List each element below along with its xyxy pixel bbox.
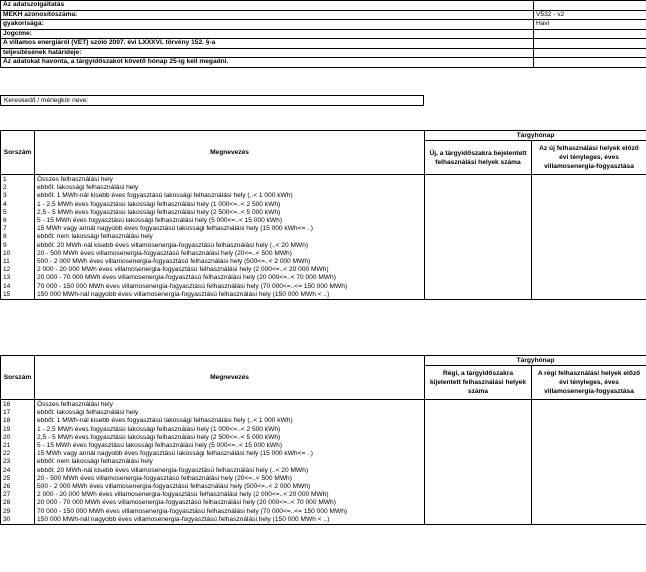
table-row	[1, 274, 646, 282]
col-old-sites-consumption-header: A régi felhasználási helyek előző évi tényleges, éves villamosenergia-fogyasztása	[532, 366, 646, 400]
value-cell-count[interactable]	[425, 491, 532, 499]
value-cell-consumption[interactable]	[532, 450, 646, 458]
row-number: 19	[1, 426, 35, 434]
row-label: 150 000 MWh-nál nagyobb éves villamosenergia-fogyasztású felhasználási hely (150 000 MWh < ..)	[35, 291, 425, 300]
row-label: 500 - 2 000 MWh éves villamosenergia-fogyasztású felhasználási hely (500<=..< 2 000 MWh)	[35, 258, 425, 266]
row-number: 24	[1, 467, 35, 475]
header-info-row	[1, 20, 646, 30]
table-row	[1, 426, 646, 434]
value-cell-count[interactable]	[425, 409, 532, 417]
row-label: 2,5 - 5 MWh éves fogyasztású lakossági felhasználási hely (2 500<=..< 5 000 kWh)	[35, 209, 425, 217]
value-cell-count[interactable]	[425, 400, 532, 410]
table-row	[1, 184, 646, 192]
col-megnevezes-header: Megnevezés	[35, 131, 425, 175]
value-cell-count[interactable]	[425, 258, 532, 266]
value-cell-consumption[interactable]	[532, 209, 646, 217]
table-row	[1, 409, 646, 417]
value-cell-consumption[interactable]	[532, 175, 646, 185]
row-number: 22	[1, 450, 35, 458]
row-label: ebből: 20 MWh-nál kisebb éves villamosenergia-fogyasztású felhasználási hely (..< 20 MWh)	[35, 242, 425, 250]
value-cell-consumption[interactable]	[532, 225, 646, 233]
row-label: 2,5 - 5 MWh éves fogyasztású lakossági felhasználási hely (2 500<=..< 5 000 kWh)	[35, 434, 425, 442]
row-label: 15 MWh vagy annál nagyobb éves fogyasztású lakossági felhasználási hely (15 000 kWh<= ..)	[35, 450, 425, 458]
value-cell-consumption[interactable]	[532, 266, 646, 274]
table-row	[1, 516, 646, 525]
header-info-label: Az adatokat havonta, a tárgyidőszakot követő hónap 25-ig kell megadni.	[1, 58, 534, 68]
header-info-value	[534, 48, 646, 58]
col-sorszam-header: Sorszám	[1, 131, 35, 175]
value-cell-count[interactable]	[425, 291, 532, 300]
row-label: ebből: 1 MWh-nál kisebb éves fogyasztású lakossági felhasználási hely (..< 1 000 kWh)	[35, 192, 425, 200]
header-info-row	[1, 39, 646, 49]
header-info-row	[1, 10, 646, 20]
value-cell-count[interactable]	[425, 417, 532, 425]
header-info-row	[1, 29, 646, 39]
row-number: 1	[1, 175, 35, 185]
table-row	[1, 458, 646, 466]
value-cell-consumption[interactable]	[532, 516, 646, 525]
row-label: Összes felhasználási hely	[35, 400, 425, 410]
row-label: 1 - 2,5 MWh éves fogyasztású lakossági felhasználási hely (1 000<=..< 2 500 kWh)	[35, 201, 425, 209]
header-info-label: Jogcíme:	[1, 29, 534, 39]
row-label: 20 000 - 70 000 MWh éves villamosenergia-fogyasztású felhasználási hely (20 000<=..< 70 000 MWh)	[35, 499, 425, 507]
row-number: 4	[1, 201, 35, 209]
table-row	[1, 217, 646, 225]
table-row	[1, 499, 646, 507]
value-cell-consumption[interactable]	[532, 201, 646, 209]
old-sites-table	[0, 355, 646, 525]
row-number: 28	[1, 499, 35, 507]
row-label: 70 000 - 150 000 MWh éves villamosenergia-fogyasztású felhasználási hely (70 000<=..<= 150 000 MWh)	[35, 282, 425, 290]
col-targyhonap-header: Tárgyhónap	[425, 356, 646, 366]
row-number: 23	[1, 458, 35, 466]
table-row	[1, 209, 646, 217]
row-label: ebből: 20 MWh-nál kisebb éves villamosenergia-fogyasztású felhasználási hely (..< 20 MWh)	[35, 467, 425, 475]
col-new-sites-count-header: Új, a tárgyidőszakra bejelentett felhasználási helyek száma	[425, 141, 532, 175]
value-cell-consumption[interactable]	[532, 483, 646, 491]
row-number: 13	[1, 274, 35, 282]
value-cell-consumption[interactable]	[532, 458, 646, 466]
row-label: 70 000 - 150 000 MWh éves villamosenergia-fogyasztású felhasználási hely (70 000<=..<= 150 000 MWh)	[35, 507, 425, 515]
value-cell-count[interactable]	[425, 282, 532, 290]
col-new-sites-consumption-header: Az új felhasználási helyek előző évi tényleges, éves villamosenergia-fogyasztása	[532, 141, 646, 175]
row-label: ebből: 1 MWh-nál kisebb éves fogyasztású lakossági felhasználási hely (..< 1 000 kWh)	[35, 417, 425, 425]
value-cell-count[interactable]	[425, 426, 532, 434]
value-cell-consumption[interactable]	[532, 282, 646, 290]
value-cell-consumption[interactable]	[532, 184, 646, 192]
trader-name-field[interactable]	[0, 95, 424, 106]
table-row	[1, 483, 646, 491]
value-cell-count[interactable]	[425, 217, 532, 225]
table-row	[1, 282, 646, 290]
new-sites-table	[0, 130, 646, 300]
header-info-value	[534, 58, 646, 68]
value-cell-consumption[interactable]	[532, 192, 646, 200]
row-number: 7	[1, 225, 35, 233]
value-cell-consumption[interactable]	[532, 426, 646, 434]
table-row	[1, 192, 646, 200]
table-row	[1, 434, 646, 442]
row-label: ebből: lakossági felhasználási hely	[35, 184, 425, 192]
header-info-row	[1, 48, 646, 58]
value-cell-count[interactable]	[425, 458, 532, 466]
table-row	[1, 417, 646, 425]
row-label: 500 - 2 000 MWh éves villamosenergia-fogyasztású felhasználási hely (500<=..< 2 000 MWh)	[35, 483, 425, 491]
table-row	[1, 258, 646, 266]
header-info-value: V532 - v2	[534, 10, 646, 20]
table-row	[1, 201, 646, 209]
table-row	[1, 507, 646, 515]
row-label: 20 - 500 MWh éves villamosenergia-fogyasztású felhasználási hely (20<=..< 500 MWh)	[35, 250, 425, 258]
row-number: 10	[1, 250, 35, 258]
header-info-value: Havi	[534, 20, 646, 30]
value-cell-consumption[interactable]	[532, 417, 646, 425]
value-cell-consumption[interactable]	[532, 250, 646, 258]
table-row	[1, 491, 646, 499]
value-cell-consumption[interactable]	[532, 291, 646, 300]
row-label: 1 - 2,5 MWh éves fogyasztású lakossági felhasználási hely (1 000<=..< 2 500 kWh)	[35, 426, 425, 434]
value-cell-consumption[interactable]	[532, 274, 646, 282]
value-cell-count[interactable]	[425, 266, 532, 274]
value-cell-consumption[interactable]	[532, 242, 646, 250]
value-cell-consumption[interactable]	[532, 467, 646, 475]
row-label: 20 000 - 70 000 MWh éves villamosenergia-fogyasztású felhasználási hely (20 000<=..< 70 000 MWh)	[35, 274, 425, 282]
row-number: 8	[1, 233, 35, 241]
value-cell-count[interactable]	[425, 475, 532, 483]
row-label: ebből: nem lakossági felhasználási hely	[35, 233, 425, 241]
table-row	[1, 467, 646, 475]
header-info-row	[1, 1, 646, 11]
row-number: 2	[1, 184, 35, 192]
value-cell-count[interactable]	[425, 467, 532, 475]
row-number: 3	[1, 192, 35, 200]
value-cell-count[interactable]	[425, 201, 532, 209]
value-cell-consumption[interactable]	[532, 233, 646, 241]
row-number: 17	[1, 409, 35, 417]
value-cell-consumption[interactable]	[532, 400, 646, 410]
row-number: 11	[1, 258, 35, 266]
value-cell-count[interactable]	[425, 483, 532, 491]
row-number: 21	[1, 442, 35, 450]
value-cell-count[interactable]	[425, 233, 532, 241]
table-row	[1, 175, 646, 185]
row-label: 150 000 MWh-nál nagyobb éves villamosenergia-fogyasztású felhasználási hely (150 000 MWh < ..)	[35, 516, 425, 525]
row-number: 5	[1, 209, 35, 217]
header-info-label: MEKH azonosítószáma:	[1, 10, 534, 20]
value-cell-count[interactable]	[425, 250, 532, 258]
value-cell-count[interactable]	[425, 274, 532, 282]
header-info-label: Az adatszolgáltatás	[1, 1, 534, 11]
header-info-label: teljesítésének határideje:	[1, 48, 534, 58]
table-row	[1, 475, 646, 483]
value-cell-consumption[interactable]	[532, 491, 646, 499]
row-label: 2 000 - 20 000 MWh éves villamosenergia-fogyasztású felhasználási hely (2 000<=..< 20 000 MWh)	[35, 266, 425, 274]
row-label: ebből: nem lakossági felhasználási hely	[35, 458, 425, 466]
table-row	[1, 250, 646, 258]
value-cell-consumption[interactable]	[532, 409, 646, 417]
row-label: ebből: lakossági felhasználási hely	[35, 409, 425, 417]
value-cell-count[interactable]	[425, 209, 532, 217]
value-cell-count[interactable]	[425, 499, 532, 507]
value-cell-count[interactable]	[425, 175, 532, 185]
value-cell-count[interactable]	[425, 442, 532, 450]
row-number: 16	[1, 400, 35, 410]
value-cell-consumption[interactable]	[532, 442, 646, 450]
row-number: 15	[1, 291, 35, 300]
table-row	[1, 450, 646, 458]
row-number: 20	[1, 434, 35, 442]
value-cell-count[interactable]	[425, 184, 532, 192]
value-cell-consumption[interactable]	[532, 499, 646, 507]
value-cell-consumption[interactable]	[532, 217, 646, 225]
row-number: 25	[1, 475, 35, 483]
trader-name-label: Kereskedő / mérlegkör neve:	[4, 97, 89, 104]
value-cell-count[interactable]	[425, 242, 532, 250]
table-row	[1, 225, 646, 233]
row-number: 6	[1, 217, 35, 225]
header-info-label: A villamos energiáról (VET) szóló 2007. évi LXXXVI. törvény 152. §-a	[1, 39, 534, 49]
table-row	[1, 442, 646, 450]
col-sorszam-header: Sorszám	[1, 356, 35, 400]
row-label: 5 - 15 MWh éves fogyasztású lakossági felhasználási hely (5 000<=..< 15 000 kWh)	[35, 217, 425, 225]
table-row	[1, 291, 646, 300]
header-info-row	[1, 58, 646, 68]
value-cell-count[interactable]	[425, 507, 532, 515]
table-row	[1, 400, 646, 410]
value-cell-count[interactable]	[425, 434, 532, 442]
row-label: 5 - 15 MWh éves fogyasztású lakossági felhasználási hely (5 000<=..< 15 000 kWh)	[35, 442, 425, 450]
row-number: 26	[1, 483, 35, 491]
table-row	[1, 233, 646, 241]
row-label: Összes felhasználási hely	[35, 175, 425, 185]
col-targyhonap-header: Tárgyhónap	[425, 131, 646, 141]
row-number: 30	[1, 516, 35, 525]
value-cell-count[interactable]	[425, 450, 532, 458]
col-megnevezes-header: Megnevezés	[35, 356, 425, 400]
row-label: 2 000 - 20 000 MWh éves villamosenergia-fogyasztású felhasználási hely (2 000<=..< 20 000 MWh)	[35, 491, 425, 499]
row-number: 27	[1, 491, 35, 499]
row-number: 14	[1, 282, 35, 290]
row-label: 20 - 500 MWh éves villamosenergia-fogyasztású felhasználási hely (20<=..< 500 MWh)	[35, 475, 425, 483]
header-info-table	[0, 0, 646, 68]
col-old-sites-count-header: Régi, a tárgyidőszakra kijelentett felhasználási helyek száma	[425, 366, 532, 400]
header-info-value	[534, 1, 646, 11]
row-label: 15 MWh vagy annál nagyobb éves fogyasztású lakossági felhasználási hely (15 000 kWh<= ..)	[35, 225, 425, 233]
row-number: 9	[1, 242, 35, 250]
value-cell-consumption[interactable]	[532, 507, 646, 515]
value-cell-consumption[interactable]	[532, 434, 646, 442]
header-info-label: gyakorisága:	[1, 20, 534, 30]
row-number: 18	[1, 417, 35, 425]
value-cell-count[interactable]	[425, 516, 532, 525]
header-info-value	[534, 39, 646, 49]
value-cell-consumption[interactable]	[532, 475, 646, 483]
table-row	[1, 242, 646, 250]
value-cell-count[interactable]	[425, 192, 532, 200]
value-cell-consumption[interactable]	[532, 258, 646, 266]
table-row	[1, 266, 646, 274]
row-number: 29	[1, 507, 35, 515]
row-number: 12	[1, 266, 35, 274]
value-cell-count[interactable]	[425, 225, 532, 233]
header-info-value	[534, 29, 646, 39]
